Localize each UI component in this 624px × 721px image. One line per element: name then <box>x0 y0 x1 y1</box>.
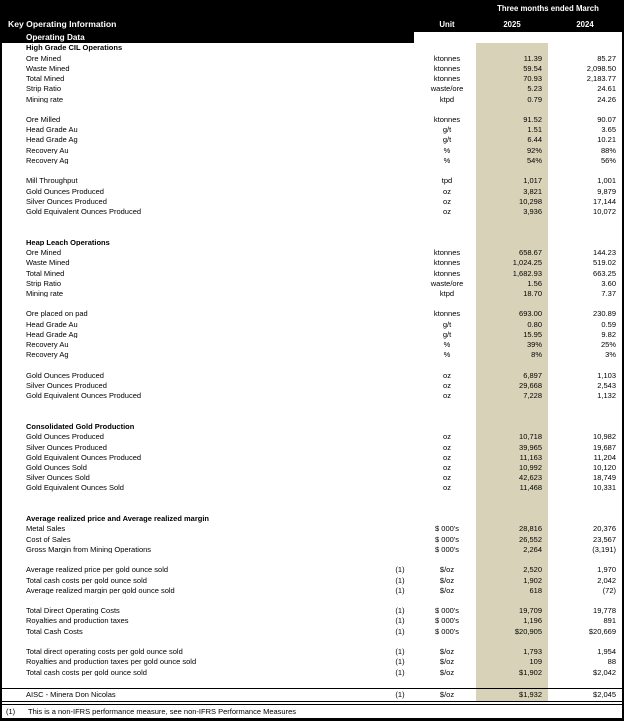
value-2025: 2,520 <box>476 565 548 575</box>
row-note: (1) <box>395 647 405 657</box>
row-label: Strip Ratio <box>26 85 62 93</box>
value-2025: $1,902 <box>476 667 548 677</box>
value-2025 <box>476 555 548 565</box>
value-2024: 3.65 <box>601 125 616 135</box>
table-row <box>2 371 622 381</box>
value-2025: 658.67 <box>476 248 548 258</box>
row-label: Total direct operating costs per gold ounce sold <box>26 648 183 656</box>
table-row <box>2 248 622 258</box>
value-2025: $1,932 <box>476 689 548 701</box>
value-2025: 26,552 <box>476 534 548 544</box>
value-2025: 39% <box>476 340 548 350</box>
row-unit: oz <box>443 452 451 462</box>
value-2024: 3% <box>605 350 616 360</box>
row-unit: $ 000's <box>435 606 459 616</box>
row-label: Gold Equivalent Ounces Produced <box>26 392 142 400</box>
row-label: Gold Equivalent Ounces Sold <box>26 484 124 492</box>
value-2024: 10.21 <box>597 135 616 145</box>
footnote-row <box>2 705 622 718</box>
row-label: Recovery Ag <box>26 351 69 359</box>
value-2025: 1,793 <box>476 647 548 657</box>
table-row <box>2 94 622 104</box>
row-label: Head Grade Ag <box>26 330 78 339</box>
row-label: Total cash costs per gold ounce sold <box>26 668 147 677</box>
row-label: Ore Mined <box>26 249 62 257</box>
row-note: (1) <box>395 616 405 626</box>
value-2024: 56% <box>600 155 616 165</box>
row-label: Total cash costs per gold ounce sold <box>26 576 147 585</box>
value-2025 <box>476 422 548 432</box>
row-note: (1) <box>395 626 405 636</box>
value-2024: 88 <box>607 657 616 667</box>
value-2025: 0.80 <box>476 319 548 329</box>
value-2025 <box>476 514 548 524</box>
row-unit: oz <box>443 391 451 401</box>
value-2025: 0.79 <box>476 94 548 104</box>
value-2024: 20,376 <box>593 524 616 534</box>
value-2025: 91.52 <box>476 115 548 125</box>
row-label: Head Grade Ag <box>26 136 78 144</box>
section-header-row <box>2 237 622 247</box>
value-2024: 23,567 <box>593 534 616 544</box>
row-unit: ktonnes <box>433 115 461 124</box>
value-2024: 1,132 <box>597 391 616 401</box>
row-unit: oz <box>443 370 451 380</box>
row-label: Royalties and production taxes <box>26 617 129 625</box>
value-2025 <box>476 166 548 176</box>
section-header-row <box>2 43 622 53</box>
row-label: Strip Ratio <box>26 279 62 288</box>
value-2024: 3.60 <box>601 278 616 288</box>
row-unit: ktonnes <box>433 74 461 84</box>
value-2025: $20,905 <box>476 626 548 636</box>
value-2025: 11.39 <box>476 53 548 63</box>
table-row <box>2 258 622 268</box>
row-unit: % <box>443 145 451 155</box>
row-unit: oz <box>443 473 451 483</box>
value-2025 <box>476 637 548 647</box>
row-label: Gold Ounces Produced <box>26 371 104 380</box>
spacer-row <box>2 360 622 370</box>
row-label: Cost of Sales <box>26 535 71 544</box>
value-2025 <box>476 678 548 688</box>
row-unit: $ 000's <box>435 524 459 534</box>
value-2025: 1,196 <box>476 616 548 626</box>
value-2025 <box>476 401 548 411</box>
row-label: Waste Mined <box>26 259 70 267</box>
table-row <box>2 432 622 442</box>
value-2025: 42,623 <box>476 473 548 483</box>
row-label: Gold Ounces Produced <box>26 187 104 196</box>
value-2025 <box>476 43 548 53</box>
row-unit: $/oz <box>439 690 455 700</box>
row-label: Ore Mined <box>26 54 62 63</box>
value-2025: 8% <box>476 350 548 360</box>
value-2025: 19,709 <box>476 606 548 616</box>
period-label: Three months ended March <box>497 4 599 13</box>
row-unit: ktonnes <box>433 268 461 278</box>
value-2024: 230.89 <box>593 309 616 319</box>
value-2024: 88% <box>600 145 616 155</box>
spacer-row <box>2 401 622 411</box>
spacer-row <box>2 504 622 514</box>
table-row <box>2 309 622 319</box>
spacer-row <box>2 411 622 421</box>
spacer-row <box>2 104 622 114</box>
value-2024: 1,970 <box>597 565 616 575</box>
row-label: Gross Margin from Mining Operations <box>26 545 152 554</box>
value-2025: 1,682.93 <box>476 268 548 278</box>
value-2025 <box>476 299 548 309</box>
row-unit: ktonnes <box>433 258 461 268</box>
subtitle-row <box>2 32 622 43</box>
table-row <box>2 268 622 278</box>
row-unit: oz <box>443 207 451 217</box>
value-2024: 2,042 <box>597 575 616 585</box>
value-2025: 618 <box>476 585 548 595</box>
row-unit: $/oz <box>439 667 455 677</box>
row-unit: % <box>443 340 451 350</box>
row-label: Total Mined <box>26 75 65 83</box>
value-2024: 10,982 <box>593 432 616 442</box>
value-2025: 92% <box>476 145 548 155</box>
unit-column-header: Unit <box>439 19 455 29</box>
row-label: Ore Milled <box>26 116 61 124</box>
value-2024: 1,103 <box>597 370 616 380</box>
column-header-row <box>2 16 622 32</box>
spacer-row <box>2 678 622 688</box>
value-2024: 18,749 <box>593 473 616 483</box>
table-row <box>2 53 622 63</box>
table-row <box>2 125 622 135</box>
table-row <box>2 197 622 207</box>
table-row <box>2 688 622 701</box>
table-row <box>2 145 622 155</box>
value-2025: 1,017 <box>476 176 548 186</box>
value-2024: 9.82 <box>601 329 616 339</box>
value-2025 <box>476 411 548 421</box>
value-2025 <box>476 493 548 503</box>
table-row <box>2 330 622 340</box>
spacer-row <box>2 166 622 176</box>
page-title: Key Operating Information <box>8 19 117 29</box>
row-label: Head Grade Au <box>26 320 78 329</box>
value-2024: 2,543 <box>597 381 616 391</box>
year-2025-column-header: 2025 <box>503 19 521 29</box>
value-2024: 9,879 <box>597 186 616 196</box>
row-unit: $/oz <box>439 647 455 657</box>
row-label: Royalties and production taxes per gold ounce sold <box>26 658 197 666</box>
value-2024: 144.23 <box>593 248 616 258</box>
footnote-text: This is a non-IFRS performance measure, see non-IFRS Performance Measures <box>28 706 297 716</box>
table-row <box>2 667 622 677</box>
row-unit: oz <box>443 432 451 442</box>
value-2025: 29,668 <box>476 381 548 391</box>
table-row <box>2 616 622 626</box>
row-unit: oz <box>443 442 451 452</box>
row-label: Total Cash Costs <box>26 627 83 636</box>
table-row <box>2 340 622 350</box>
table-row <box>2 647 622 657</box>
value-2024: 7.37 <box>601 288 616 298</box>
table-row <box>2 156 622 166</box>
row-unit: $/oz <box>439 585 455 595</box>
value-2024: $2,042 <box>593 667 616 677</box>
row-unit: oz <box>443 186 451 196</box>
row-unit: oz <box>443 381 451 391</box>
row-unit: oz <box>443 196 451 206</box>
row-label: Total Mined <box>26 269 65 278</box>
row-unit: $ 000's <box>435 544 459 554</box>
value-2025: 28,816 <box>476 524 548 534</box>
row-note: (1) <box>395 690 405 700</box>
spacer-row <box>2 555 622 565</box>
row-label: Waste Mined <box>26 64 70 73</box>
spacer-row <box>2 637 622 647</box>
table-row <box>2 350 622 360</box>
table-row <box>2 176 622 186</box>
row-label: Gold Equivalent Ounces Produced <box>26 453 142 462</box>
value-2025: 70.93 <box>476 74 548 84</box>
value-2024: 85.27 <box>597 53 616 63</box>
value-2024: 11,204 <box>593 452 616 462</box>
year-2024-column-header: 2024 <box>576 19 594 29</box>
value-2025 <box>476 227 548 237</box>
value-2025: 1,902 <box>476 575 548 585</box>
value-2025: 18.70 <box>476 289 548 299</box>
row-label: Silver Ounces Sold <box>26 474 90 482</box>
row-label: Recovery Ag <box>26 156 69 165</box>
table-row <box>2 524 622 534</box>
table-row <box>2 84 622 94</box>
table-row <box>2 186 622 196</box>
spacer-row <box>2 299 622 309</box>
row-unit: ktpd <box>439 288 455 298</box>
value-2024: $2,045 <box>593 690 616 700</box>
value-2025: 1.51 <box>476 125 548 135</box>
value-2024: 663.25 <box>593 268 616 278</box>
section-header-row <box>2 514 622 524</box>
section-title: Average realized price and Average realized margin <box>26 515 209 523</box>
spacer-row <box>2 493 622 503</box>
value-2024: $20,669 <box>588 626 616 636</box>
value-2024: (3,191) <box>592 544 616 554</box>
table-row <box>2 74 622 84</box>
value-2025 <box>476 237 548 247</box>
table-row <box>2 483 622 493</box>
table-row <box>2 606 622 616</box>
value-2024: 10,120 <box>593 462 616 472</box>
row-label: Recovery Au <box>26 341 69 349</box>
value-2025: 11,163 <box>476 452 548 462</box>
row-unit: oz <box>443 483 451 493</box>
row-unit: $ 000's <box>435 626 459 636</box>
footnote-marker: (1) <box>6 706 16 716</box>
value-2024: 10,331 <box>593 483 616 493</box>
value-2025 <box>476 596 548 606</box>
row-label: Average realized margin per gold ounce sold <box>26 586 175 595</box>
value-2024: 891 <box>603 616 616 626</box>
section-title: Heap Leach Operations <box>26 238 110 247</box>
table-row <box>2 381 622 391</box>
row-unit: g/t <box>442 125 452 135</box>
value-2024: (72) <box>602 585 616 595</box>
row-unit: oz <box>443 462 451 472</box>
value-2025: 6.44 <box>476 135 548 145</box>
table-header <box>2 2 622 43</box>
section-title: Consolidated Gold Production <box>26 423 135 431</box>
row-note: (1) <box>395 667 405 677</box>
row-unit: $ 000's <box>435 534 459 544</box>
row-unit: g/t <box>442 135 452 145</box>
value-2025: 3,936 <box>476 207 548 217</box>
table-row <box>2 565 622 575</box>
row-unit: $ 000's <box>435 616 459 626</box>
value-2025: 15.95 <box>476 330 548 340</box>
value-2025 <box>476 504 548 514</box>
value-2025: 10,992 <box>476 463 548 473</box>
row-unit: waste/ore <box>430 84 464 94</box>
spacer-row <box>2 217 622 227</box>
row-note: (1) <box>395 606 405 616</box>
row-unit: % <box>443 350 451 360</box>
table-row <box>2 544 622 554</box>
value-2024: 0.59 <box>601 319 616 329</box>
row-label: AISC - Minera Don Nicolas <box>26 691 116 699</box>
period-header-row <box>2 2 622 16</box>
spacer-row <box>2 596 622 606</box>
section-title: High Grade CIL Operations <box>26 44 123 52</box>
row-label: Mining rate <box>26 289 64 298</box>
table-row <box>2 207 622 217</box>
value-2025 <box>476 360 548 370</box>
table-row <box>2 657 622 667</box>
table-row <box>2 391 622 401</box>
value-2025: 2,264 <box>476 544 548 554</box>
row-unit: ktonnes <box>433 309 461 319</box>
row-unit: $/oz <box>439 565 455 575</box>
row-unit: tpd <box>441 176 453 186</box>
value-2025: 54% <box>476 156 548 166</box>
value-2024: 19,778 <box>593 606 616 616</box>
table-row <box>2 289 622 299</box>
value-2024: 10,072 <box>593 207 616 217</box>
value-2025: 693.00 <box>476 309 548 319</box>
value-2025: 10,718 <box>476 432 548 442</box>
value-2024: 17,144 <box>593 196 616 206</box>
table-row <box>2 319 622 329</box>
value-2024: 25% <box>600 340 616 350</box>
table-row <box>2 473 622 483</box>
table-row <box>2 585 622 595</box>
table-row <box>2 135 622 145</box>
spacer-row <box>2 227 622 237</box>
value-2025: 3,821 <box>476 186 548 196</box>
table-row <box>2 63 622 73</box>
value-2025: 39,965 <box>476 442 548 452</box>
row-label: Mill Throughput <box>26 177 78 185</box>
table-row <box>2 442 622 452</box>
row-label: Recovery Au <box>26 146 69 155</box>
value-2024: 1,954 <box>597 647 616 657</box>
value-2024: 519.02 <box>593 258 616 268</box>
row-note: (1) <box>395 585 405 595</box>
row-unit: ktonnes <box>433 53 461 63</box>
table-row <box>2 534 622 544</box>
row-label: Metal Sales <box>26 525 66 533</box>
row-label: Silver Ounces Produced <box>26 197 107 206</box>
section-header-row <box>2 422 622 432</box>
value-2024: 2,183.77 <box>586 74 616 84</box>
row-note: (1) <box>395 657 405 667</box>
row-label: Gold Ounces Produced <box>26 433 104 441</box>
row-note: (1) <box>395 575 405 585</box>
row-unit: ktonnes <box>433 63 461 73</box>
row-unit: $/oz <box>439 575 455 585</box>
value-2025: 5.23 <box>476 84 548 94</box>
table-row <box>2 575 622 585</box>
value-2025: 1,024.25 <box>476 258 548 268</box>
value-2024: 90.07 <box>597 115 616 124</box>
value-2025: 1.56 <box>476 278 548 288</box>
row-unit: ktpd <box>439 94 455 104</box>
value-2024: 24.26 <box>597 94 616 104</box>
value-2025: 7,228 <box>476 391 548 401</box>
table-row <box>2 278 622 288</box>
value-2024: 19,687 <box>593 442 616 452</box>
row-label: Total Direct Operating Costs <box>26 607 120 615</box>
value-2025: 109 <box>476 657 548 667</box>
row-unit: % <box>443 155 451 165</box>
table-row <box>2 452 622 462</box>
subtitle-band <box>2 32 414 43</box>
row-label: Silver Ounces Produced <box>26 443 107 451</box>
value-2025 <box>476 217 548 227</box>
table-body <box>2 43 622 701</box>
value-2024: 24.61 <box>597 84 616 94</box>
table-row <box>2 463 622 473</box>
row-label: Average realized price per gold ounce sold <box>26 566 169 574</box>
value-2025 <box>476 104 548 114</box>
table-row <box>2 626 622 636</box>
row-label: Gold Equivalent Ounces Produced <box>26 208 142 216</box>
row-unit: ktonnes <box>433 248 461 258</box>
row-label: Gold Ounces Sold <box>26 463 87 472</box>
row-label: Ore placed on pad <box>26 310 88 318</box>
row-label: Silver Ounces Produced <box>26 382 107 390</box>
row-note: (1) <box>395 565 405 575</box>
value-2025: 59.54 <box>476 63 548 73</box>
value-2025: 6,897 <box>476 371 548 381</box>
row-unit: $/oz <box>439 657 455 667</box>
table-subtitle: Operating Data <box>26 33 85 42</box>
table-row <box>2 115 622 125</box>
row-unit: waste/ore <box>430 278 464 288</box>
value-2024: 2,098.50 <box>586 63 616 73</box>
value-2025: 11,468 <box>476 483 548 493</box>
value-2025: 10,298 <box>476 197 548 207</box>
row-label: Head Grade Au <box>26 126 78 134</box>
row-label: Mining rate <box>26 95 64 104</box>
row-unit: g/t <box>442 319 452 329</box>
value-2024: 1,001 <box>597 176 616 186</box>
row-unit: g/t <box>442 329 452 339</box>
